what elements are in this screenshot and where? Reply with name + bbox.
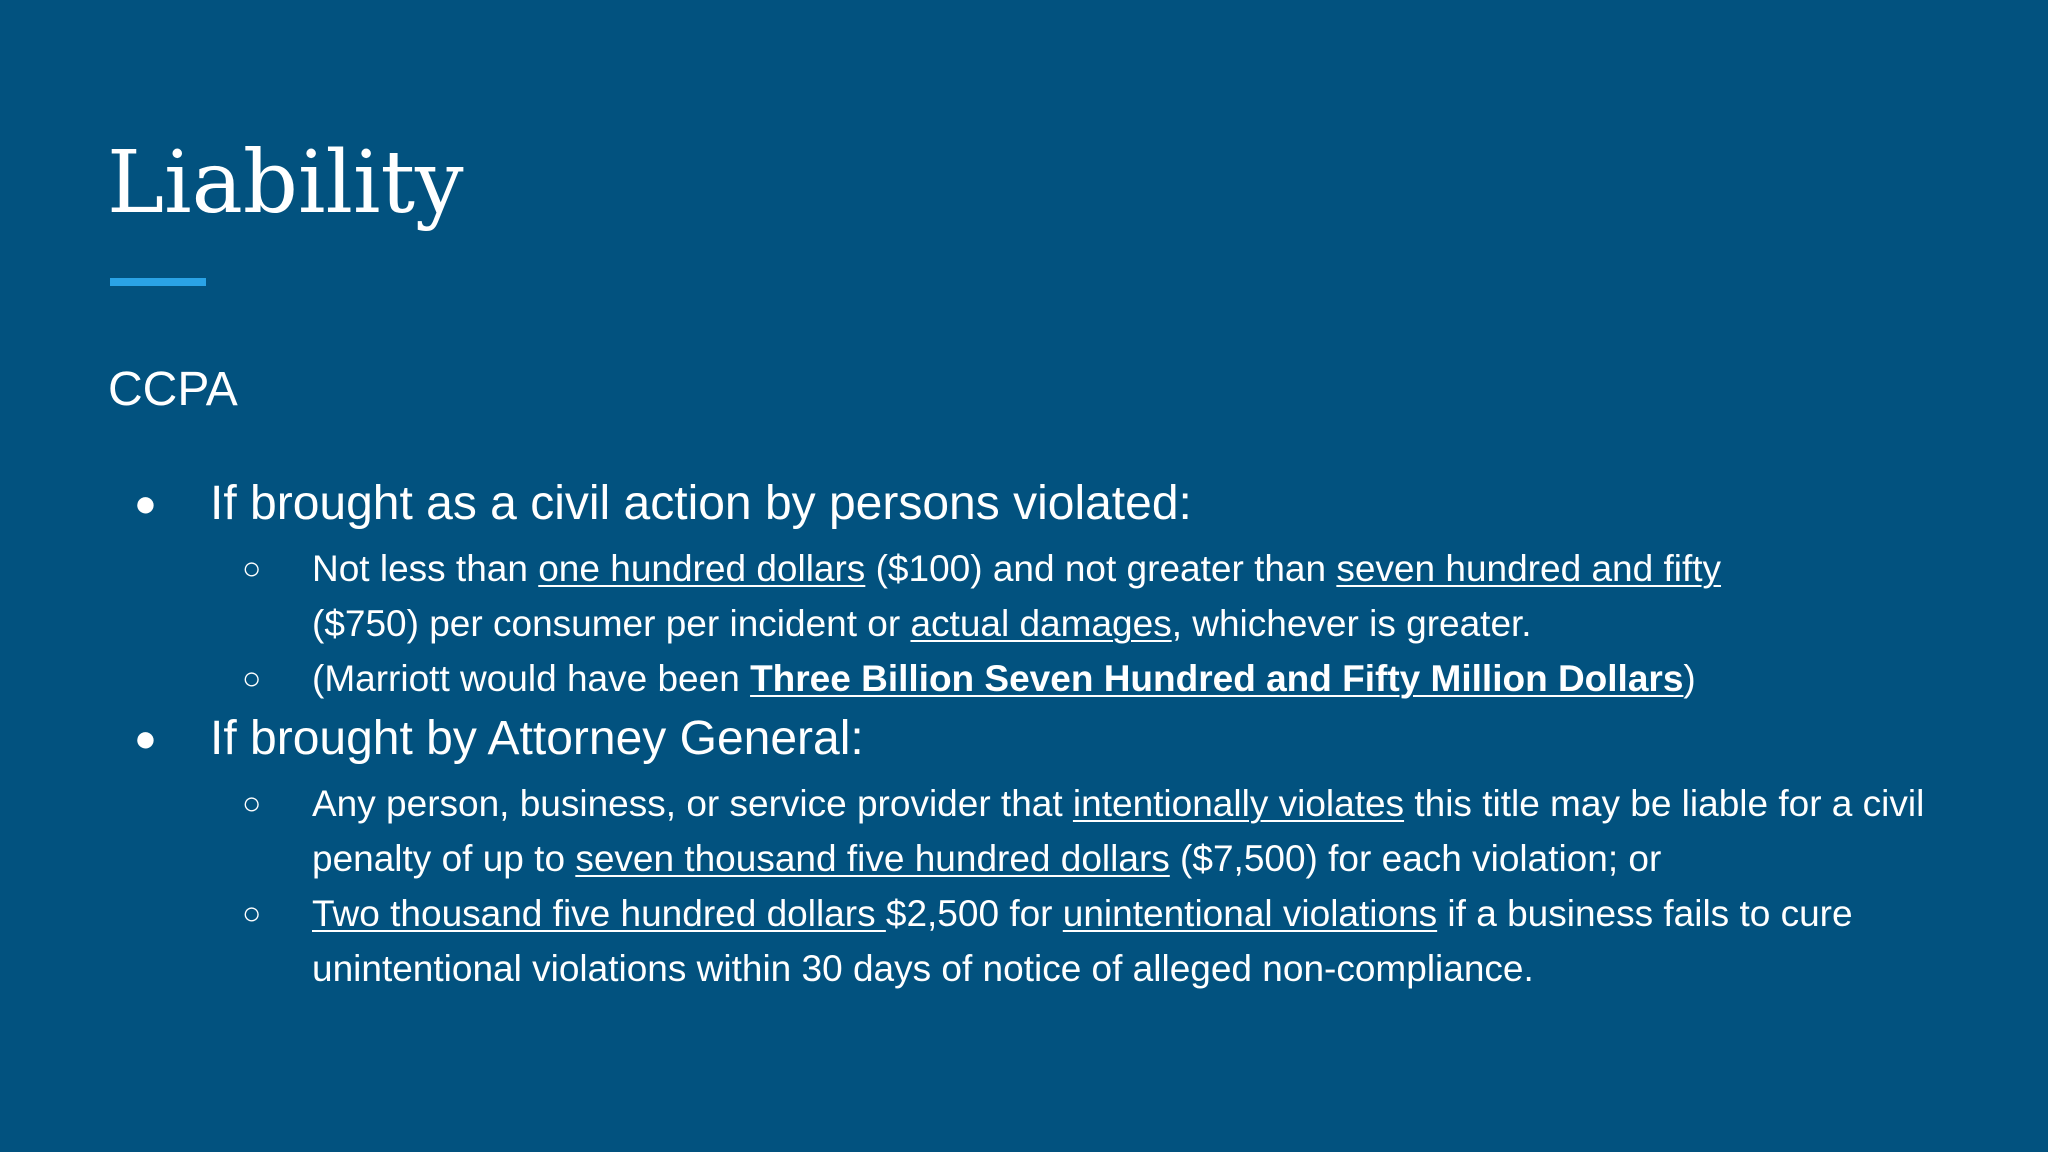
- link-intentionally-violates[interactable]: intentionally violates: [1072, 783, 1405, 824]
- sub-bullet-1-2: [312, 651, 2012, 706]
- sub-bullet-text: this title may be liable for a civil penalty of up to: [312, 783, 1925, 879]
- sub-bullet-circle: ○: [242, 550, 262, 586]
- bullet-2-text: If brought by Attorney General:: [210, 712, 864, 765]
- sub-bullet-text: if a business fails to cure unintentional violations within 30 days of notice of alleged non-compliance.: [312, 893, 1853, 989]
- sub-bullet-text: ($750) per consumer per incident or: [312, 603, 911, 644]
- link-seven-thousand-five-hundred[interactable]: seven thousand five hundred dollars: [575, 838, 1170, 879]
- sub-bullet-text: Any person, business, or service provider that: [312, 783, 1073, 824]
- link-one-hundred-dollars[interactable]: one hundred dollars: [538, 548, 866, 589]
- sub-bullet-1-1: [312, 541, 2012, 651]
- sub-bullet-text: (Marriott would have been: [312, 658, 751, 699]
- sub-bullet-text: Not less than: [312, 548, 539, 589]
- bullet-dot: ●: [134, 483, 157, 525]
- slide-subtitle: CCPA: [108, 363, 238, 416]
- link-two-thousand-five-hundred[interactable]: Two thousand five hundred dollars: [312, 893, 886, 934]
- sub-bullet-circle: ○: [242, 660, 262, 696]
- link-unintentional-violations[interactable]: unintentional violations: [1062, 893, 1438, 934]
- sub-bullet-circle: ○: [242, 785, 262, 821]
- sub-bullet-circle: ○: [242, 895, 262, 931]
- sub-bullet-text: $2,500 for: [885, 893, 1063, 934]
- sub-bullet-2-1: [312, 776, 2012, 886]
- slide-title: Liability: [107, 133, 464, 233]
- sub-bullet-text: ($7,500) for each violation; or: [1169, 838, 1662, 879]
- bullet-dot: ●: [134, 718, 157, 760]
- link-actual-damages[interactable]: actual damages: [910, 603, 1172, 644]
- sub-bullet-2-2: [312, 886, 2012, 996]
- link-seven-hundred-fifty[interactable]: seven hundred and fifty: [1336, 548, 1722, 589]
- sub-bullet-text: ): [1683, 658, 1696, 699]
- link-marriott-amount[interactable]: Three Billion Seven Hundred and Fifty Million Dollars: [750, 658, 1684, 699]
- sub-bullet-text: , whichever is greater.: [1171, 603, 1532, 644]
- sub-bullet-text: ($100) and not greater than: [865, 548, 1337, 589]
- bullet-1-text: If brought as a civil action by persons violated:: [210, 477, 1192, 530]
